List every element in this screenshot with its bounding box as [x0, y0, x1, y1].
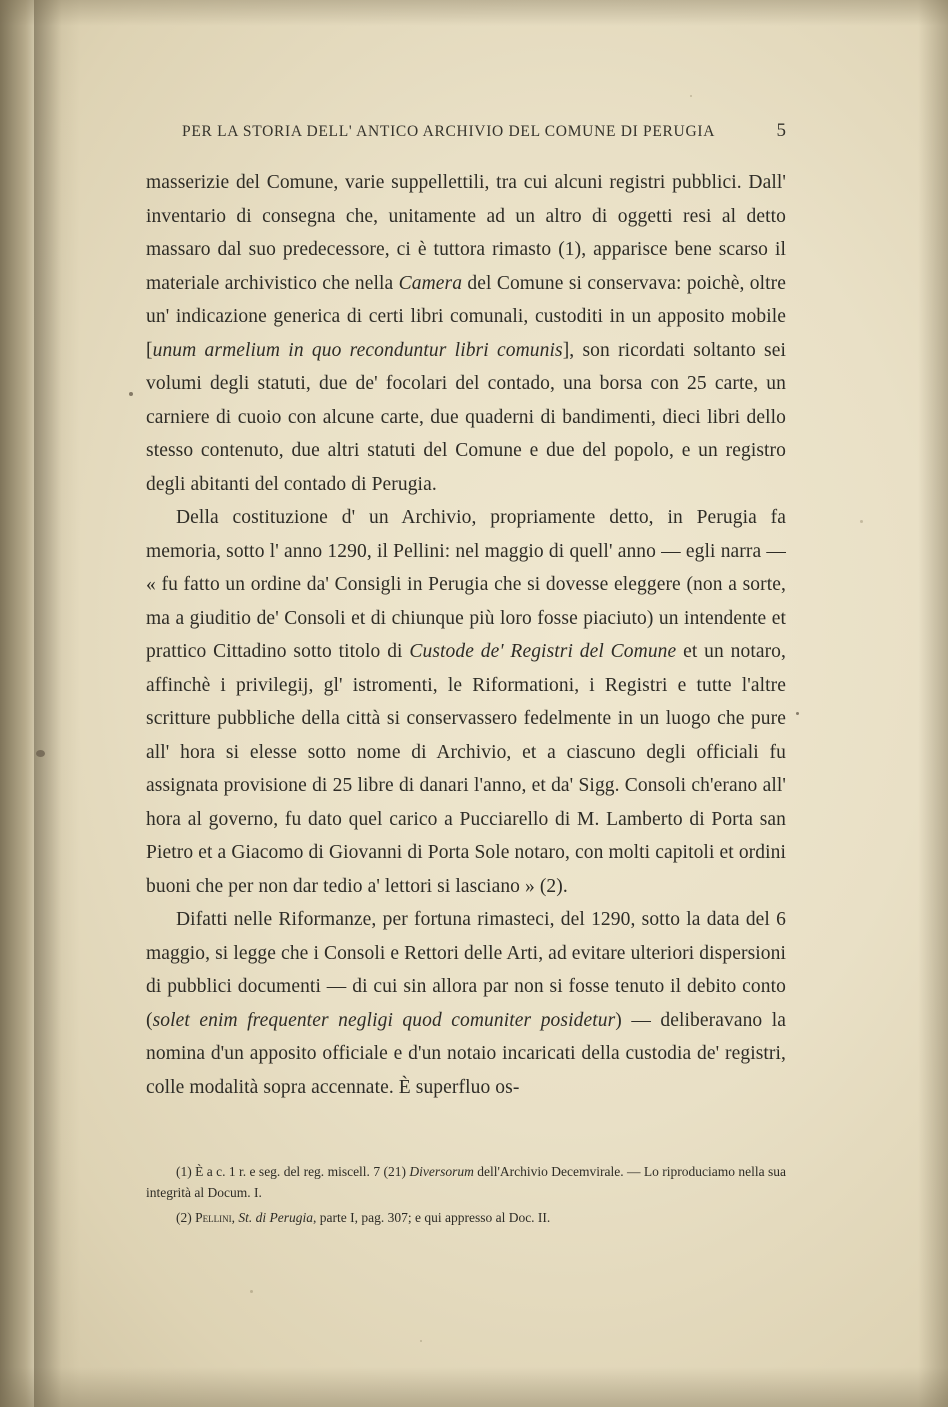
gutter-shadow	[34, 0, 80, 1407]
book-gutter	[0, 0, 34, 1407]
paper-speck	[250, 1290, 253, 1293]
page-number: 5	[776, 120, 786, 141]
paper-speck	[420, 1340, 422, 1342]
paper-speck	[860, 520, 863, 523]
margin-speck	[796, 712, 799, 715]
footnote-text: È a c. 1 r. e seg. del reg. miscell. 7 (21) Diversorum dell'Archivio Decemvirale. — Lo riproduciamo nella sua integrità al Docum. I.	[146, 1164, 787, 1200]
footnote-item	[146, 1161, 786, 1203]
margin-speck	[36, 750, 45, 757]
running-head-title: PER LA STORIA DELL' ANTICO ARCHIVIO DEL COMUNE DI PERUGIA	[182, 123, 716, 140]
paper-speck	[690, 95, 692, 97]
page-edge-shadow-right	[918, 0, 948, 1407]
footnote-marker: (2)	[176, 1210, 192, 1225]
paragraph: masserizie del Comune, varie suppellettili, tra cui alcuni registri pubblici. Dall' inventario di consegna che, unitamente ad un altro di oggetti resi al detto massaro dal suo predecessore, ci è tuttora rimasto (1), apparisce bene scarso il materiale archivistico che nella Camera del Comune si conservava: poichè, oltre un' indicazione generica di certi libri comunali, custoditi in un apposito mobile [unum armelium in quo reconduntur libri comunis], son ricordati soltanto sei volumi degli statuti, due de' focolari del contado, una borsa con 25 carte, un carniere di cuoio con alcune carte, due quaderni di bandimenti, dieci libri dello stesso contenuto, due altri statuti del Comune e due del popolo, e un registro degli abitanti del contado di Perugia.	[146, 172, 786, 495]
paragraph: Della costituzione d' un Archivio, propriamente detto, in Perugia fa memoria, sotto l' anno 1290, il Pellini: nel maggio di quell' anno — egli narra — « fu fatto un ordine da' Consigli in Perugia che si dovesse eleggere (non a sorte, ma a giuditio de' Consoli et di chiunque più loro fosse piaciuto) un intendente et prattico Cittadino sotto titolo di Custode de' Registri del Comune et un notaro, affinchè i privilegij, gl' istromenti, le Riformationi, i Registri e tutte l'altre scritture pubbliche della città si conservassero fedelmente in un luogo che pure all' hora si elesse sotto nome di Archivio, et a ciascuno degli officiali fu assignata provisione di 25 libre di danari l'anno, et da' Sigg. Consoli ch'erano all' hora al governo, fu dato quel carico a Pucciarello di M. Lamberto di Porta san Pietro et a Giacomo di Giovanni di Porta Sole notaro, con molti capitoli et ordini buoni che per non dar tedio a' lettori si lasciano » (2).	[146, 507, 787, 897]
footnotes-block	[146, 1155, 786, 1232]
page-edge-shadow-top	[0, 0, 948, 26]
running-head	[146, 120, 786, 142]
paragraph: Difatti nelle Riformanze, per fortuna rimasteci, del 1290, sotto la data del 6 maggio, si legge che i Consoli e Rettori delle Arti, ad evitare ulteriori dispersioni di pubblici documenti — di cui sin allora par non si fosse tenuto il debito conto (solet enim frequenter negligi quod comuniter posidetur) — deliberavano la nomina d'un apposito officiale e d'un notaio incaricati della custodia de' registri, colle modalità sopra accennate. È superfluo os-	[146, 909, 786, 1098]
footnote-item	[146, 1207, 786, 1228]
footnote-text: Pellini, St. di Perugia, parte I, pag. 307; e qui appresso al Doc. II.	[195, 1210, 551, 1225]
margin-speck	[129, 392, 133, 396]
footnote-marker: (1)	[176, 1164, 192, 1179]
page-edge-shadow-bottom	[0, 1367, 948, 1407]
page-text-block	[146, 120, 786, 1104]
